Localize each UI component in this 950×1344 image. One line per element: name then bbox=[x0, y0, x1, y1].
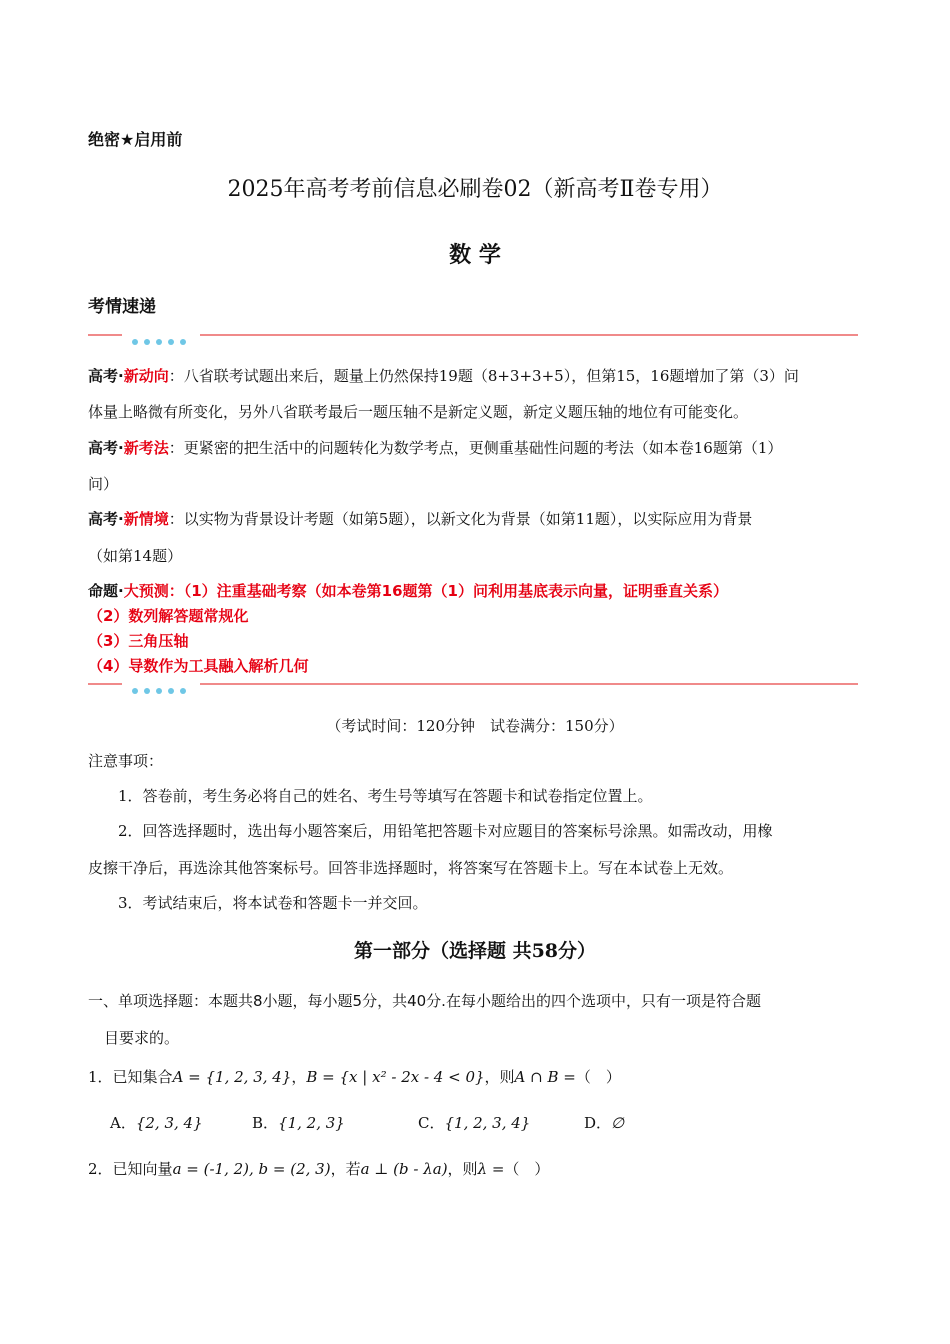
brief-item-1-line1: 高考·新动向：八省联考试题出来后，题量上仍然保持19题（8+3+3+5），但第15，16题增加了第（3）问 bbox=[88, 367, 799, 385]
set-b-expression: B = {x | x² - 2x - 4 < 0} bbox=[306, 1068, 485, 1086]
divider-top bbox=[88, 330, 858, 340]
confidential-mark: 绝密★启用前 bbox=[88, 130, 183, 149]
note-2-line2: 皮擦干净后，再选涂其他答案标号。回答非选择题时，将答案写在答题卡上。写在本试卷上无效。 bbox=[88, 859, 734, 877]
divider-bottom bbox=[88, 679, 858, 689]
section-instructions-line1: 一、单项选择题：本题共8小题，每小题5分，共40分.在每小题给出的四个选项中，只有一项是符合题 bbox=[88, 992, 761, 1010]
brief-item-3-key: 新情境 bbox=[123, 510, 169, 528]
option-d[interactable]: D．∅ bbox=[584, 1114, 625, 1132]
brief-item-2-key: 新考法 bbox=[123, 439, 169, 457]
note-3: 3．考试结束后，将本试卷和答题卡一并交回。 bbox=[118, 894, 428, 912]
prediction-line-2: （2）数列解答题常规化 bbox=[88, 607, 249, 625]
brief-item-2-line1: 高考·新考法：更紧密的把生活中的问题转化为数学考点，更侧重基础性问题的考法（如本卷16题第（1） bbox=[88, 439, 783, 457]
question-2-number: 2． bbox=[88, 1160, 113, 1178]
part1-title: 第一部分（选择题 共58分） bbox=[353, 940, 597, 962]
set-a-expression: A = {1, 2, 3, 4} bbox=[172, 1068, 292, 1086]
option-b[interactable]: B．{1, 2, 3} bbox=[252, 1114, 345, 1132]
empty-set-icon: ∅ bbox=[611, 1114, 625, 1132]
question-1-number: 1． bbox=[88, 1068, 113, 1086]
lambda-expression: λ = bbox=[477, 1160, 505, 1178]
vectors-expression: a = (-1, 2), b = (2, 3) bbox=[172, 1160, 331, 1178]
subject-title: 数 学 bbox=[449, 243, 501, 268]
prediction-line-1: 命题·大预测：（1）注重基础考察（如本卷第16题第（1）问利用基底表示向量，证明垂直关系） bbox=[88, 582, 728, 600]
brief-item-1-key: 新动向 bbox=[123, 367, 169, 385]
exam-info: （考试时间：120分钟 试卷满分：150分） bbox=[326, 717, 624, 735]
brief-item-2-line2: 问） bbox=[88, 475, 119, 493]
question-1: 1．已知集合A = {1, 2, 3, 4}，B = {x | x² - 2x - 4 < 0}，则A ∩ B =（ ） bbox=[88, 1068, 621, 1086]
exam-title: 2025年高考考前信息必刷卷02（新高考Ⅱ卷专用） bbox=[227, 177, 723, 202]
perpendicular-condition: a ⊥ (b - λa) bbox=[360, 1160, 448, 1178]
notes-heading: 注意事项： bbox=[88, 752, 164, 770]
prediction-line-4: （4）导数作为工具融入解析几何 bbox=[88, 657, 309, 675]
brief-item-3-line2: （如第14题） bbox=[88, 547, 183, 565]
section-instructions-line2: 目要求的。 bbox=[104, 1029, 180, 1047]
intersection-expression: A ∩ B = bbox=[514, 1068, 576, 1086]
option-c[interactable]: C．{1, 2, 3, 4} bbox=[418, 1114, 531, 1132]
brief-item-1-line2: 体量上略微有所变化，另外八省联考最后一题压轴不是新定义题，新定义题压轴的地位有可能变化。 bbox=[88, 403, 749, 421]
question-2: 2．已知向量a = (-1, 2), b = (2, 3)，若a ⊥ (b - λa)，则λ =（ ） bbox=[88, 1160, 550, 1178]
note-1: 1．答卷前，考生务必将自己的姓名、考生号等填写在答题卡和试卷指定位置上。 bbox=[118, 787, 653, 805]
brief-heading: 考情速递 bbox=[88, 297, 156, 317]
option-a[interactable]: A．{2, 3, 4} bbox=[110, 1114, 203, 1132]
prediction-line-3: （3）三角压轴 bbox=[88, 632, 189, 650]
note-2-line1: 2．回答选择题时，选出每小题答案后，用铅笔把答题卡对应题目的答案标号涂黑。如需改动，用橡 bbox=[118, 822, 773, 840]
brief-item-3-line1: 高考·新情境：以实物为背景设计考题（如第5题），以新文化为背景（如第11题），以实际应用为背景 bbox=[88, 510, 753, 528]
